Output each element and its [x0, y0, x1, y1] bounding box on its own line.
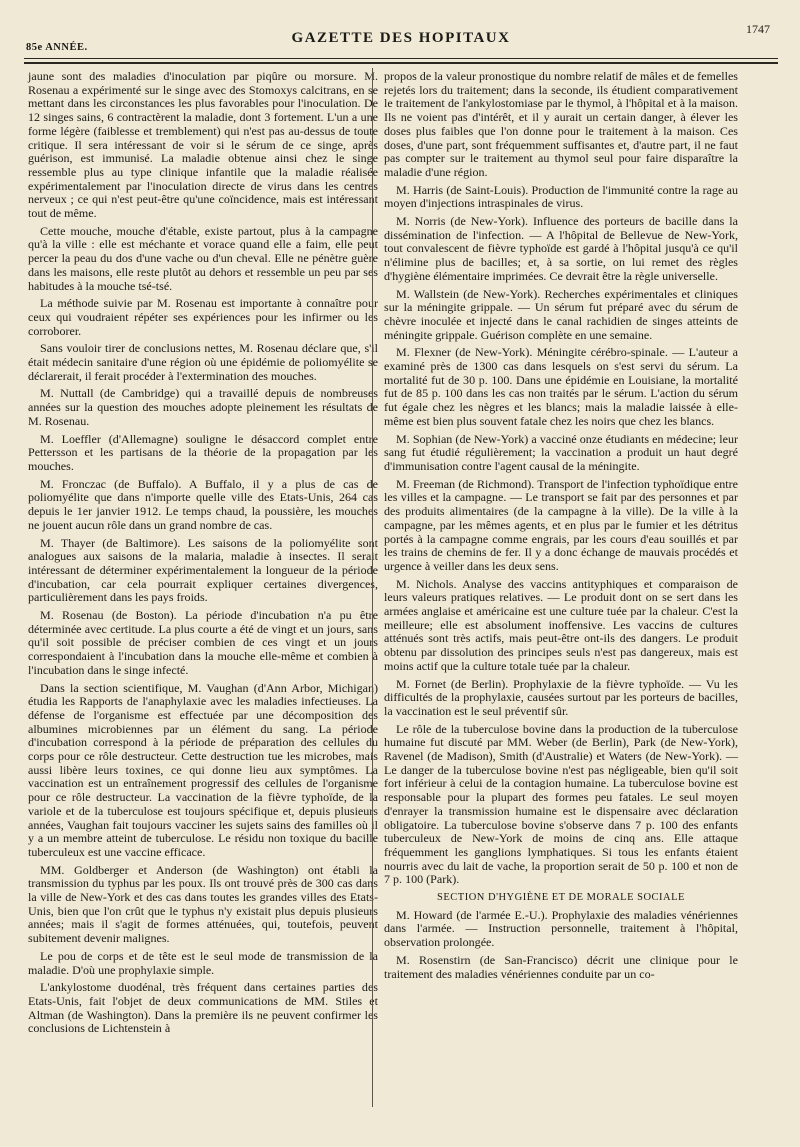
section-heading: SECTION D'HYGIÈNE ET DE MORALE SOCIALE	[437, 892, 685, 904]
header-rule-thin	[24, 58, 778, 59]
edition-label: 85e ANNÉE.	[26, 42, 88, 53]
paragraph: jaune sont des maladies d'inoculation par piqûre ou morsure. M. Rosenau a expérimenté sur le singe avec des Stomoxys calcitrans, en se mettant dans les circonstances les plus favorables pour l'inoculation. De 12 singes sains, 6 contractèrent la maladie, dont 3 fortement. L'un a une forme légère (faiblesse et tremblement) qui n'est pas au-dessus de toute critique. Il sera intéressant de voir si le sérum de ce singe, après guérison, est immunisé. La maladie obtenue ainsi chez le singe ressemble plus au type clinique infantile que la maladie réalisée expérimentalement par l'inoculation directe de virus dans les centres nerveux ; ce qui n'est peut-être qu'une coïncidence, mais est intéressant tout de même.	[28, 69, 378, 221]
paragraph: Le pou de corps et de tête est le seul mode de transmission de la maladie. D'où une prophylaxie simple.	[28, 948, 378, 977]
right-column	[384, 70, 738, 985]
page-number: 1747	[746, 22, 770, 36]
paragraph: Dans la section scientifique, M. Vaughan (d'Ann Arbor, Michigan) étudia les Rapports de l'anaphylaxie avec les maladies infectieuses. La défense de l'organisme est effectuée par une décomposition des albumines microbiennes par un élément du sang. La période d'incubation correspond à la période de préparation des cellules du corps pour ce rôle destructeur. Cette destruction tue les microbes, mais aussi libère leurs toxines, ce qui donne lieu aux symptômes. La vaccination est un entraînement progressif des cellules de l'organisme pour ce rôle destructeur. La vaccination de la fièvre typhoïde, de la variole et de la tuberculose est toujours spécifique et, depuis plusieurs années, Vaughan fait toujours vacciner les sujets sains des familles où il y a un membre atteint de tuberculose. Le résidu non toxique du bacille tuberculeux est une vaccine efficace.	[28, 680, 378, 859]
newspaper-title: GAZETTE DES HOPITAUX	[291, 30, 511, 46]
paragraph: M. Nichols. Analyse des vaccins antityphiques et comparaison de leurs valeurs pratiques relatives. — Le produit dont on se sert dans les armées anglaise et américaine est une culture tuée par la chaleur. C'est la meilleure; elle est absolument inoffensive. Les vaccins de cultures atténués sont très actifs, mais peut-être ont-ils des dangers. Le produit obtenu par dissolution des principes seuls n'est pas dangereux, mais est moins actif que la culture totale tuée par la chaleur.	[384, 576, 738, 673]
paragraph: Sans vouloir tirer de conclusions nettes, M. Rosenau déclare que, s'il était médecin sanitaire d'une région où une épidémie de poliomyélite se déclarerait, il ferait procéder à l'extermination des mouches.	[28, 341, 378, 383]
paragraph: M. Rosenstirn (de San-Francisco) décrit une clinique pour le traitement des maladies vénériennes conduite par un co-	[384, 952, 738, 981]
paragraph: L'ankylostome duodénal, très fréquent dans certaines parties des Etats-Unis, fait l'objet de deux communications de MM. Stiles et Altman (de Washington). Dans la première ils ne peuvent confirmer les conclusions de Lichtenstein à	[28, 980, 378, 1036]
paragraph: MM. Goldberger et Anderson (de Washington) ont établi la transmission du typhus par les poux. Ils ont trouvé près de 300 cas dans la ville de New-York et des cas dans toutes les grandes villes des Etats-Unis, bien que l'on crût que le typhus n'y existait plus depuis plusieurs années; mais il s'agit de formes atténuées, qui, toutefois, peuvent subitement devenir malignes.	[28, 862, 378, 946]
page-header	[24, 18, 778, 58]
paragraph: M. Fronczac (de Buffalo). A Buffalo, il y a plus de cas de poliomyélite que dans n'importe quelle ville des Etats-Unis, 264 cas depuis le 1er janvier 1912. Le temps chaud, la poussière, les mouches ne jouent aucun rôle dans un grand nombre de cas.	[28, 476, 378, 532]
paragraph: La méthode suivie par M. Rosenau est importante à connaître pour ceux qui voudraient répéter ses expériences pour les infirmer ou les corroborer.	[28, 296, 378, 338]
paragraph: M. Howard (de l'armée E.-U.). Prophylaxie des maladies vénériennes dans l'armée. — Instruction personnelle, traitement à l'hôpital, observation prolongée.	[384, 907, 738, 950]
paragraph: propos de la valeur pronostique du nombre relatif de mâles et de femelles rejetés lors du traitement; dans la seconde, ils étudient comparativement le traitement de l'ankylostomiase par le thymol, à l'hôpital et à la maison. Ils ne voient pas d'intérêt, et il y aurait un certain danger, à élever les doses plus faibles que l'on donne pour le traitement à la maison. Ces doses, d'une part, sont fréquemment suffisantes et, d'autre part, il ne faut pas compter sur le traitement au thymol seul pour faire disparaître la maladie d'une région.	[384, 69, 738, 179]
paragraph: M. Wallstein (de New-York). Recherches expérimentales et cliniques sur la méningite grippale. — Un sérum fut préparé avec du sérum de chèvre inoculée et injecté dans le canal rachidien de singes atteints de méningite grippale. Guérison complète en une semaine.	[384, 286, 738, 342]
paragraph: Le rôle de la tuberculose bovine dans la production de la tuberculose humaine fut discuté par MM. Weber (de Berlin), Park (de New-York), Ravenel (de Madison), Smith (d'Australie) et Waters (de New-York). — Le danger de la tuberculose bovine n'est pas négligeable, bien qu'il soit fort inférieur à celui de la contagion humaine. La tuberculose bovine est responsable pour la plupart des formes peu fatales. Le seul moyen d'enrayer la transmission humaine est le dispensaire avec déclaration obligatoire. La tuberculose bovine s'observe dans 7 p. 100 des enfants tuberculeux de New-York de moins de cinq ans. Elle attaque fréquemment les ganglions lymphatiques. Si tous les enfants étaient nourris avec du lait de vache, la proportion serait de 50 p. 100 et non de 7 p. 100 (Park).	[384, 721, 738, 887]
paragraph: M. Freeman (de Richmond). Transport de l'infection typhoïdique entre les villes et la campagne. — Le transport se fait par des personnes et par des produits alimentaires (de la campagne à la ville). De la ville à la campagne, par les mêmes agents, et en plus par le fumier et les détritus portés à la campagne comme engrais, par les cours d'eau souillés et par les trains de chemins de fer. Il y a donc échange de mauvais procédés et urgence à veiller dans les deux sens.	[384, 476, 738, 573]
left-column	[28, 70, 378, 1040]
paragraph: M. Flexner (de New-York). Méningite cérébro-spinale. — L'auteur a examiné près de 1300 cas dans lesquels on s'est servi du sérum. La mortalité fut de 30 p. 100. Dans une épidémie en Louisiane, la mortalité fut de 85 p. 100 dans les cas non traités par le sérum. L'action du sérum fut égale chez les nègres et les blancs; mais la maladie laissée à elle-même est bien plus souvent fatale chez les noirs que chez les blancs.	[384, 345, 738, 428]
paragraph: M. Thayer (de Baltimore). Les saisons de la poliomyélite sont analogues aux saisons de la malaria, maladie à insectes. Il serait intéressant de déterminer expérimentalement la longueur de la période d'incubation, car cela pourrait expliquer certaines divergences, particulièrement dans les pays froids.	[28, 535, 378, 605]
paragraph: M. Sophian (de New-York) a vacciné onze étudiants en médecine; leur sang fut étudié régulièrement; la vaccination a produit un haut degré d'immunisation contre l'agent causal de la méningite.	[384, 431, 738, 473]
paragraph: M. Fornet (de Berlin). Prophylaxie de la fièvre typhoïde. — Vu les difficultés de la prophylaxie, causées surtout par les porteurs de bacilles, la vaccination est le seul préventif sûr.	[384, 676, 738, 718]
paragraph: M. Norris (de New-York). Influence des porteurs de bacille dans la dissémination de l'infection. — A l'hôpital de Bellevue de New-York, tout convalescent de fièvre typhoïde est gardé à l'hôpital jusqu'à ce qu'il n'élimine plus de bacilles; et, à sa sortie, on lui remet des règles d'hygiène élémentaire imprimées. Ce devrait être la règle universelle.	[384, 214, 738, 283]
paragraph: M. Loeffler (d'Allemagne) souligne le désaccord complet entre Pettersson et les partisans de la théorie de la propagation par les mouches.	[28, 431, 378, 473]
paragraph: M. Nuttall (de Cambridge) qui a travaillé depuis de nombreuses années sur la question des mouches adopte pleinement les résultats de M. Rosenau.	[28, 386, 378, 428]
paragraph: M. Harris (de Saint-Louis). Production de l'immunité contre la rage au moyen d'injections intraspinales de virus.	[384, 182, 738, 211]
column-divider	[372, 68, 373, 1107]
paragraph: Cette mouche, mouche d'étable, existe partout, plus à la campagne qu'à la ville : elle est méchante et vorace quand elle a faim, elle peut percer la peau du dos d'une vache ou d'un cheval. Elle ne pénètre guère dans les maisons, elle reste plutôt au dehors et ressemble un peu par ses habitudes à la mouche tsé-tsé.	[28, 223, 378, 293]
header-rule-thick	[24, 62, 778, 64]
paragraph: M. Rosenau (de Boston). La période d'incubation n'a pu être déterminée avec certitude. La plus courte a été de vingt et un jours, sans qu'il soit possible de préciser combien de ces vingt et un jours correspondaient à l'incubation dans la mouche elle-même et combien à l'incubation dans le singe infecté.	[28, 608, 378, 677]
